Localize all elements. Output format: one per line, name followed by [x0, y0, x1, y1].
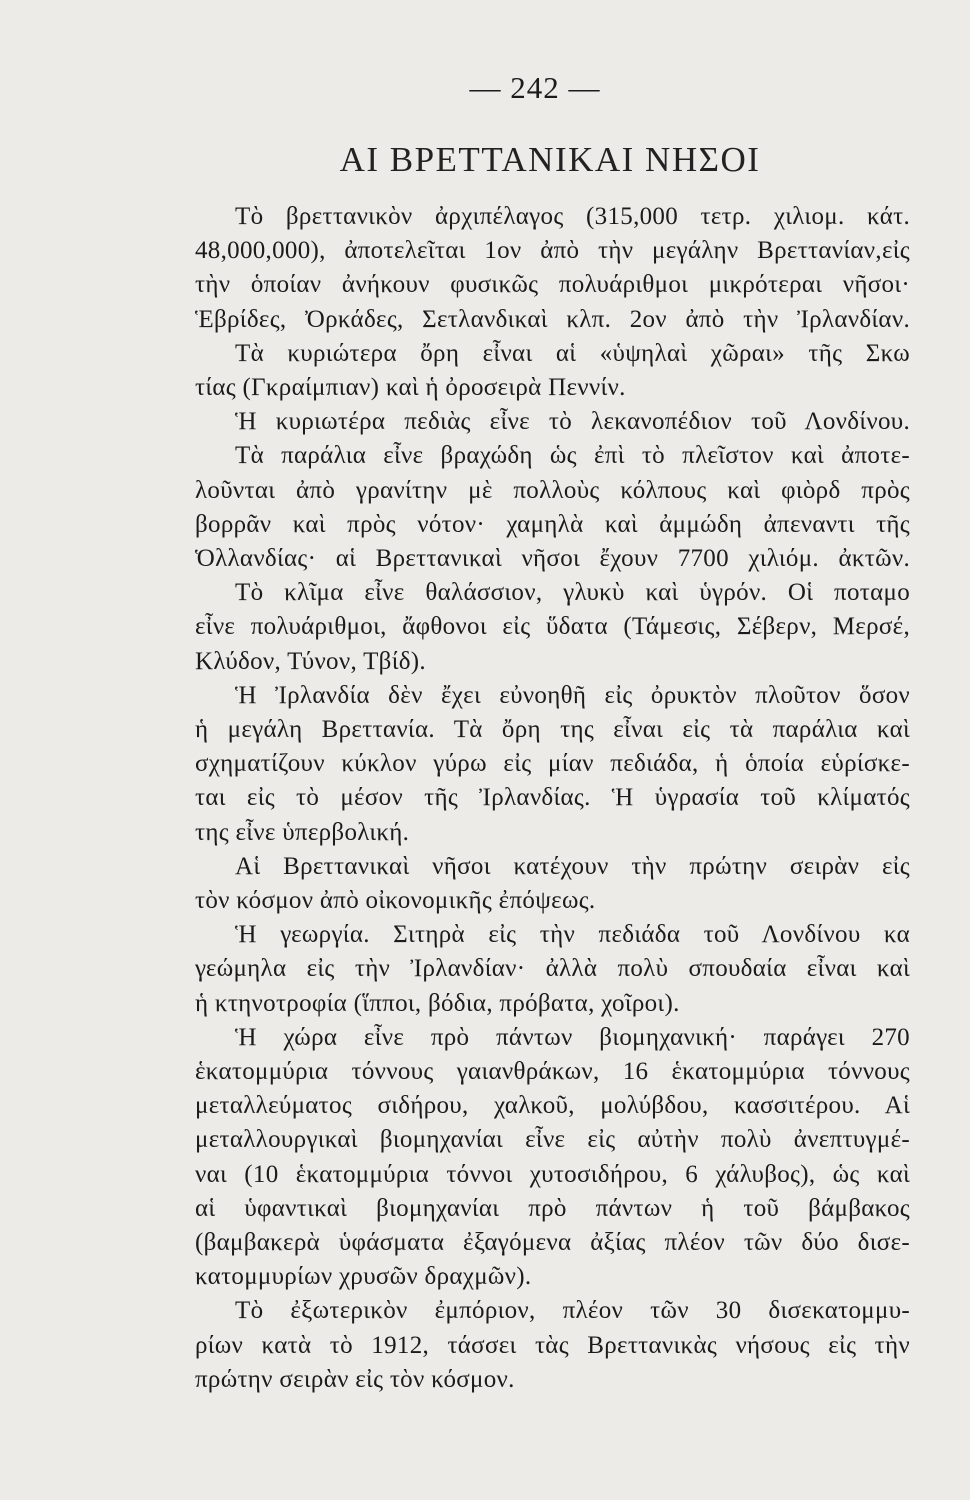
- text-line: Ἡ χώρα εἶνε πρὸ πάντων βιομηχανική· παράγει 270: [235, 1023, 910, 1051]
- text-line: ἡ κτηνοτροφία (ἵπποι, βόδια, πρόβατα, χοῖροι).: [195, 989, 680, 1017]
- text-line: Ἡ Ἰρλανδία δὲν ἔχει εὐνοηθῆ εἰς ὀρυκτὸν πλοῦτον ὅσον: [235, 681, 910, 709]
- text-line: Τὸ ἐξωτερικὸν ἐμπόριον, πλέον τῶν 30 δισεκατομμυ-: [235, 1297, 910, 1325]
- text-line: γεώμηλα εἰς τὴν Ἰρλανδίαν· ἀλλὰ πολὺ σπουδαία εἶναι καὶ: [195, 955, 910, 983]
- text-line: ναι (10 ἑκατομμύρια τόννοι χυτοσιδήρου, 6 χάλυβος), ὡς καὶ: [195, 1160, 910, 1188]
- text-line: τὴν ὁποίαν ἀνήκουν φυσικῶς πολυάριθμοι μικρότεραι νῆσοι·: [195, 271, 910, 299]
- text-line: Ἡ κυριωτέρα πεδιὰς εἶνε τὸ λεκανοπέδιον τοῦ Λονδίνου.: [235, 408, 910, 436]
- text-line: τίας (Γκραίμπιαν) καὶ ἡ ὀροσειρὰ Πεννίν.: [195, 374, 626, 401]
- text-line: πρώτην σειρὰν εἰς τὸν κόσμον.: [195, 1365, 515, 1393]
- text-line: ἡ μεγάλη Βρεττανία. Τὰ ὄρη της εἶναι εἰς τὰ παράλια καὶ: [195, 716, 910, 743]
- text-line: 48,000,000), ἀποτελεῖται 1ον ἀπὸ τὴν μεγάλην Βρεττανίαν,εἰς: [195, 237, 910, 265]
- text-line: Κλύδον, Τύνον, Τβίδ).: [195, 647, 426, 675]
- text-line: Τὰ παράλια εἶνε βραχώδη ὡς ἐπὶ τὸ πλεῖστον καὶ ἀποτε-: [235, 442, 910, 470]
- text-line: μεταλλουργικαὶ βιομηχανίαι εἶνε εἰς αὐτὴν πολὺ ἀνεπτυγμέ-: [195, 1126, 910, 1154]
- text-line: αἱ ὑφαντικαὶ βιομηχανίαι πρὸ πάντων ἡ τοῦ βάμβακος: [195, 1194, 910, 1222]
- text-line: Ὁλλανδίας· αἱ Βρεττανικαὶ νῆσοι ἔχουν 7700 χιλιόμ. ἀκτῶν.: [195, 545, 910, 572]
- chapter-title: ΑΙ ΒΡΕΤΤΑΝΙΚΑΙ ΝΗΣΟΙ: [339, 140, 761, 179]
- text-line: Ἡ γεωργία. Σιτηρὰ εἰς τὴν πεδιάδα τοῦ Λονδίνου κα: [235, 921, 910, 949]
- page-number: — 242 —: [469, 70, 601, 105]
- text-line: Ἑβρίδες, Ὀρκάδες, Σετλανδικαὶ κλπ. 2ον ἀπὸ τὴν Ἰρλανδίαν.: [195, 305, 910, 333]
- text-line: της εἶνε ὑπερβολική.: [195, 818, 410, 846]
- text-line: Τὸ κλῖμα εἶνε θαλάσσιον, γλυκὺ καὶ ὑγρόν. Οἱ ποταμο: [235, 579, 910, 607]
- text-line: Αἱ Βρεττανικαὶ νῆσοι κατέχουν τὴν πρώτην σειρὰν εἰς: [235, 852, 910, 880]
- text-line: Τὸ βρεττανικὸν ἀρχιπέλαγος (315,000 τετρ. χιλιομ. κάτ.: [235, 203, 910, 230]
- text-line: Τὰ κυριώτερα ὄρη εἶναι αἱ «ὑψηλαὶ χῶραι» τῆς Σκω: [235, 339, 910, 367]
- text-line: κατομμυρίων χρυσῶν δραχμῶν).: [195, 1263, 532, 1291]
- text-line: μεταλλεύματος σιδήρου, χαλκοῦ, μολύβδου, κασσιτέρου. Αἱ: [195, 1092, 910, 1120]
- text-line: ρίων κατὰ τὸ 1912, τάσσει τὰς Βρεττανικὰς νήσους εἰς τὴν: [195, 1331, 910, 1359]
- text-line: τὸν κόσμον ἀπὸ οἰκονομικῆς ἐπόψεως.: [195, 887, 596, 914]
- text-line: ται εἰς τὸ μέσον τῆς Ἰρλανδίας. Ἡ ὑγρασία τοῦ κλίματός: [195, 784, 910, 812]
- text-line: βορρᾶν καὶ πρὸς νότον· χαμηλὰ καὶ ἀμμώδη ἀπεναντι τῆς: [195, 510, 910, 538]
- text-line: λοῦνται ἀπὸ γρανίτην μὲ πολλοὺς κόλπους καὶ φιὸρδ πρὸς: [195, 476, 910, 504]
- text-line: εἶνε πολυάριθμοι, ἄφθονοι εἰς ὕδατα (Τάμεσις, Σέβερν, Μερσέ,: [195, 613, 910, 641]
- text-line: σχηματίζουν κύκλον γύρω εἰς μίαν πεδιάδα, ἡ ὁποία εὑρίσκε-: [195, 750, 910, 778]
- text-line: (βαμβακερὰ ὑφάσματα ἐξαγόμενα ἀξίας πλέον τῶν δύο δισε-: [195, 1229, 910, 1256]
- text-line: ἑκατομμύρια τόννους γαιανθράκων, 16 ἑκατομμύρια τόννους: [195, 1058, 910, 1085]
